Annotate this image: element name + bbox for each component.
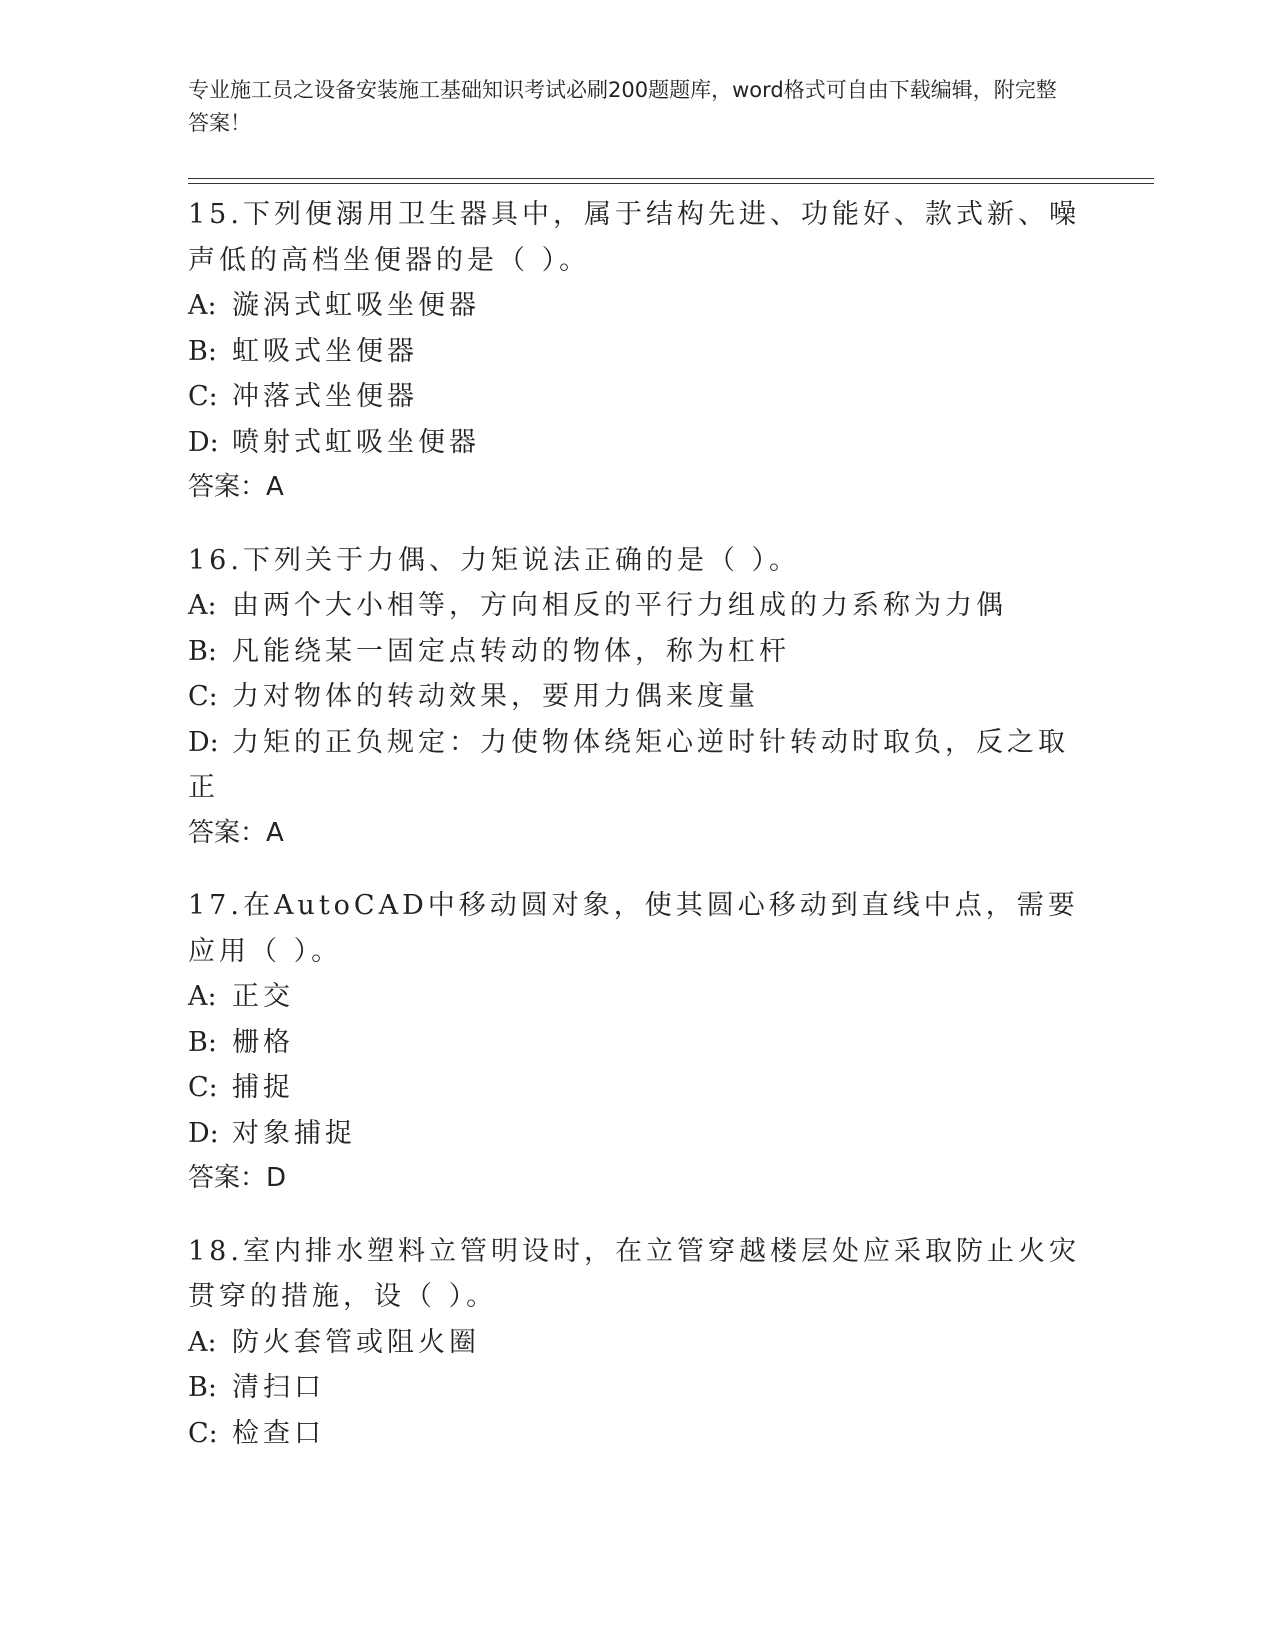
option-c	[188, 1065, 1088, 1111]
option-d	[188, 1111, 1088, 1157]
question-text: 18.室内排水塑料立管明设时，在立管穿越楼层处应采取防止火灾贯穿的措施，设（ ）。	[188, 1235, 1080, 1312]
question-text: 17.在AutoCAD中移动圆对象，使其圆心移动到直线中点，需要应用（ ）。	[188, 890, 1079, 967]
option-b	[188, 1365, 1088, 1411]
option-text: 凡能绕某一固定点转动的物体，称为杠杆	[232, 635, 790, 667]
option-text: 虹吸式坐便器	[232, 335, 418, 367]
option-text: 捕捉	[232, 1072, 294, 1103]
option-text: 防火套管或阻火圈	[232, 1326, 480, 1358]
option-text: 清扫口	[232, 1372, 325, 1403]
answer-line: 答案：A	[188, 472, 284, 502]
question-17	[188, 883, 1088, 1202]
question-18	[188, 1229, 1088, 1457]
option-b	[188, 1020, 1088, 1066]
option-text: 由两个大小相等，方向相反的平行力组成的力系称为力偶	[232, 590, 1007, 621]
question-text: 16.下列关于力偶、力矩说法正确的是（ ）。	[188, 544, 801, 576]
option-label: D:	[188, 726, 219, 758]
option-c	[188, 374, 1088, 420]
option-label: B:	[188, 1026, 217, 1058]
option-label: C:	[188, 681, 218, 712]
option-label: B:	[188, 1372, 217, 1403]
option-a	[188, 283, 1088, 329]
option-b	[188, 629, 1088, 675]
option-text: 栅格	[232, 1026, 294, 1058]
answer-line: 答案：D	[188, 1163, 287, 1193]
option-label: D:	[188, 426, 219, 458]
option-label: A:	[188, 290, 217, 321]
document-header	[188, 74, 1068, 140]
option-label: A:	[188, 1326, 217, 1358]
question-15	[188, 192, 1088, 511]
option-text: 对象捕捉	[232, 1117, 356, 1149]
answer-line: 答案：A	[188, 817, 284, 848]
option-text: 力对物体的转动效果，要用力偶来度量	[232, 681, 759, 712]
option-label: D:	[188, 1117, 219, 1149]
question-16	[188, 538, 1088, 857]
document-title: 专业施工员之设备安装施工基础知识考试必刷200题题库，word格式可自由下载编辑，附完整答案！	[188, 78, 1057, 135]
option-a	[188, 583, 1088, 629]
option-text: 正交	[232, 981, 294, 1012]
option-b	[188, 329, 1088, 375]
option-c	[188, 1411, 1088, 1457]
question-text: 15.下列便溺用卫生器具中，属于结构先进、功能好、款式新、噪声低的高档坐便器的是（ ）。	[188, 199, 1080, 276]
option-text: 漩涡式虹吸坐便器	[232, 290, 480, 321]
option-label: C:	[188, 1417, 218, 1449]
question-list	[188, 192, 1088, 1483]
option-label: A:	[188, 590, 217, 621]
option-text: 喷射式虹吸坐便器	[232, 426, 480, 458]
option-text: 冲落式坐便器	[232, 381, 418, 412]
option-label: B:	[188, 335, 217, 367]
option-text: 力矩的正负规定：力使物体绕矩心逆时针转动时取负，反之取正	[188, 726, 1069, 803]
option-a	[188, 1320, 1088, 1366]
option-d	[188, 420, 1088, 466]
option-c	[188, 674, 1088, 720]
header-divider-top	[188, 178, 1154, 179]
header-divider-bottom	[188, 183, 1154, 184]
option-label: C:	[188, 381, 218, 412]
option-label: B:	[188, 635, 217, 667]
option-label: A:	[188, 981, 217, 1012]
option-d	[188, 720, 1088, 811]
option-text: 检查口	[232, 1417, 325, 1449]
option-a	[188, 974, 1088, 1020]
option-label: C:	[188, 1072, 218, 1103]
